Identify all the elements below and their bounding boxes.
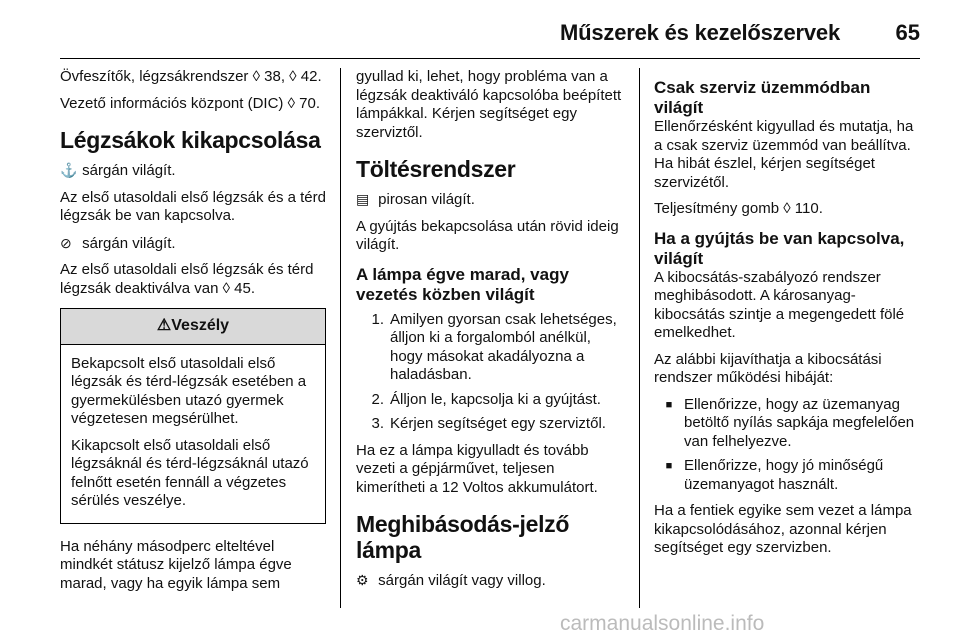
column-divider-2: [639, 68, 640, 608]
airbag-off-icon: ⊘: [60, 234, 72, 251]
status-lamp-text: Ha néhány másodperc elteltével mindkét státusz kijelző lámpa égve marad, vagy ha egyik lámpa sem: [60, 537, 292, 592]
status-lamp-continued: gyullad ki, lehet, hogy probléma van a légzsák deaktiváló kapcsolóba beépített lámpákkal. Kérjen segítséget egy szerviztől.: [356, 68, 622, 141]
danger-text-2: Kikapcsolt első utasoldali első légzsáknál és térd-légzsáknál utazó felnőtt esetén fennáll a végzetes sérülés veszélye.: [71, 436, 309, 509]
battery-icon: ▤: [356, 191, 370, 207]
service-desc: Ellenőrzésként kigyullad és mutatja, ha a csak szerviz üzemmód van beállítva. Ha hibát észlel, kérjen segítséget szervizétől.: [654, 118, 914, 191]
watermark: carmanualsonline.info: [560, 612, 765, 635]
heading-airbag-deactivation: Légzsákok kikapcsolása: [60, 127, 321, 153]
ref-dic: Vezető információs központ (DIC) ◊ 70.: [60, 94, 321, 112]
warning-icon: ⚠: [156, 317, 172, 334]
charging-text: pirosan világít.: [378, 191, 475, 208]
steps-list: [356, 311, 624, 434]
bullet-icon: ■: [665, 398, 673, 411]
malfunction-line: [356, 571, 624, 591]
list-item: ■ Ellenőrizze, hogy az üzemanyag betöltő nyílás sapkája megfelelően van felhelyezve.: [654, 396, 922, 452]
column-3: [654, 68, 922, 566]
danger-header: [61, 309, 325, 345]
heading-malfunction-lamp: Meghibásodás-jelző lámpa: [356, 511, 570, 563]
airbag-on-line: [60, 161, 328, 181]
page-title: Műszerek és kezelőszervek: [560, 20, 840, 45]
header-rule: [60, 58, 920, 59]
list-item: ■ Ellenőrizze, hogy jó minőségű üzemanyagot használt.: [654, 457, 922, 494]
heading-charging-system: Töltésrendszer: [356, 156, 516, 182]
engine-icon: ⚙: [356, 572, 369, 588]
heading-lamp-stays-on: A lámpa égve marad, vagy vezetés közben világít: [356, 264, 569, 304]
list-item: 3. Kérjen segítséget egy szerviztől.: [371, 415, 606, 432]
charging-line: [356, 190, 624, 210]
danger-body: [61, 345, 325, 523]
battery-warning: Ha ez a lámpa kigyulladt és tovább vezeti a gépjárművet, teljesen kimerítheti a 12 Voltos akkumulátort.: [356, 441, 598, 496]
final-advice: Ha a fentiek egyike sem vezet a lámpa kikapcsolódásához, azonnal kérjen segítséget egy szervizben.: [654, 502, 912, 556]
danger-text-1: Bekapcsolt első utasoldali első légzsák és térd-légzsák esetében a gyermekülésben utazó gyermek végzetesen megsérülhet.: [71, 354, 307, 427]
airbag-on-desc: Az első utasoldali első légzsák és a térd légzsák be van kapcsolva.: [60, 188, 326, 224]
column-1: [60, 68, 328, 601]
page-number: 65: [895, 20, 920, 45]
check-list: [654, 396, 922, 495]
airbag-on-text: sárgán világít.: [82, 162, 176, 179]
danger-box: [60, 308, 326, 524]
airbag-off-desc: Az első utasoldali első légzsák és térd légzsák deaktiválva van ◊ 45.: [60, 261, 314, 297]
page-header: [60, 10, 920, 60]
ref-performance-button: Teljesítmény gomb ◊ 110.: [654, 200, 823, 217]
airbag-off-line: [60, 234, 328, 254]
charging-desc: A gyújtás bekapcsolása után rövid ideig világít.: [356, 217, 619, 253]
airbag-off-text: sárgán világít.: [82, 234, 176, 252]
list-item: 2. Álljon le, kapcsolja ki a gyújtást.: [371, 390, 601, 408]
column-divider-1: [340, 68, 341, 608]
heading-service-mode: Csak szerviz üzemmódban világít: [654, 78, 871, 117]
heading-ignition-on: Ha a gyújtás be van kapcsolva, világít: [654, 228, 905, 268]
danger-title: Veszély: [171, 317, 230, 334]
airbag-on-icon: ⚓: [60, 162, 78, 178]
ignition-desc-2: Az alábbi kijavíthatja a kibocsátási rendszer működési hibáját:: [654, 350, 882, 386]
malfunction-text: sárgán világít vagy villog.: [378, 572, 546, 589]
ref-seatbelts: Övfeszítők, légzsákrendszer ◊ 38, ◊ 42.: [60, 68, 322, 85]
column-2: [356, 68, 624, 599]
bullet-icon: ■: [665, 460, 673, 472]
list-item: 1. Amilyen gyorsan csak lehetséges, álljon ki a forgalomból anélkül, hogy másokat akadályozna a haladásban.: [371, 310, 617, 383]
ignition-desc-1: A kibocsátás-szabályozó rendszer meghibásodott. A károsanyag-kibocsátás szintje a megengedett fölé emelkedhet.: [654, 268, 905, 341]
